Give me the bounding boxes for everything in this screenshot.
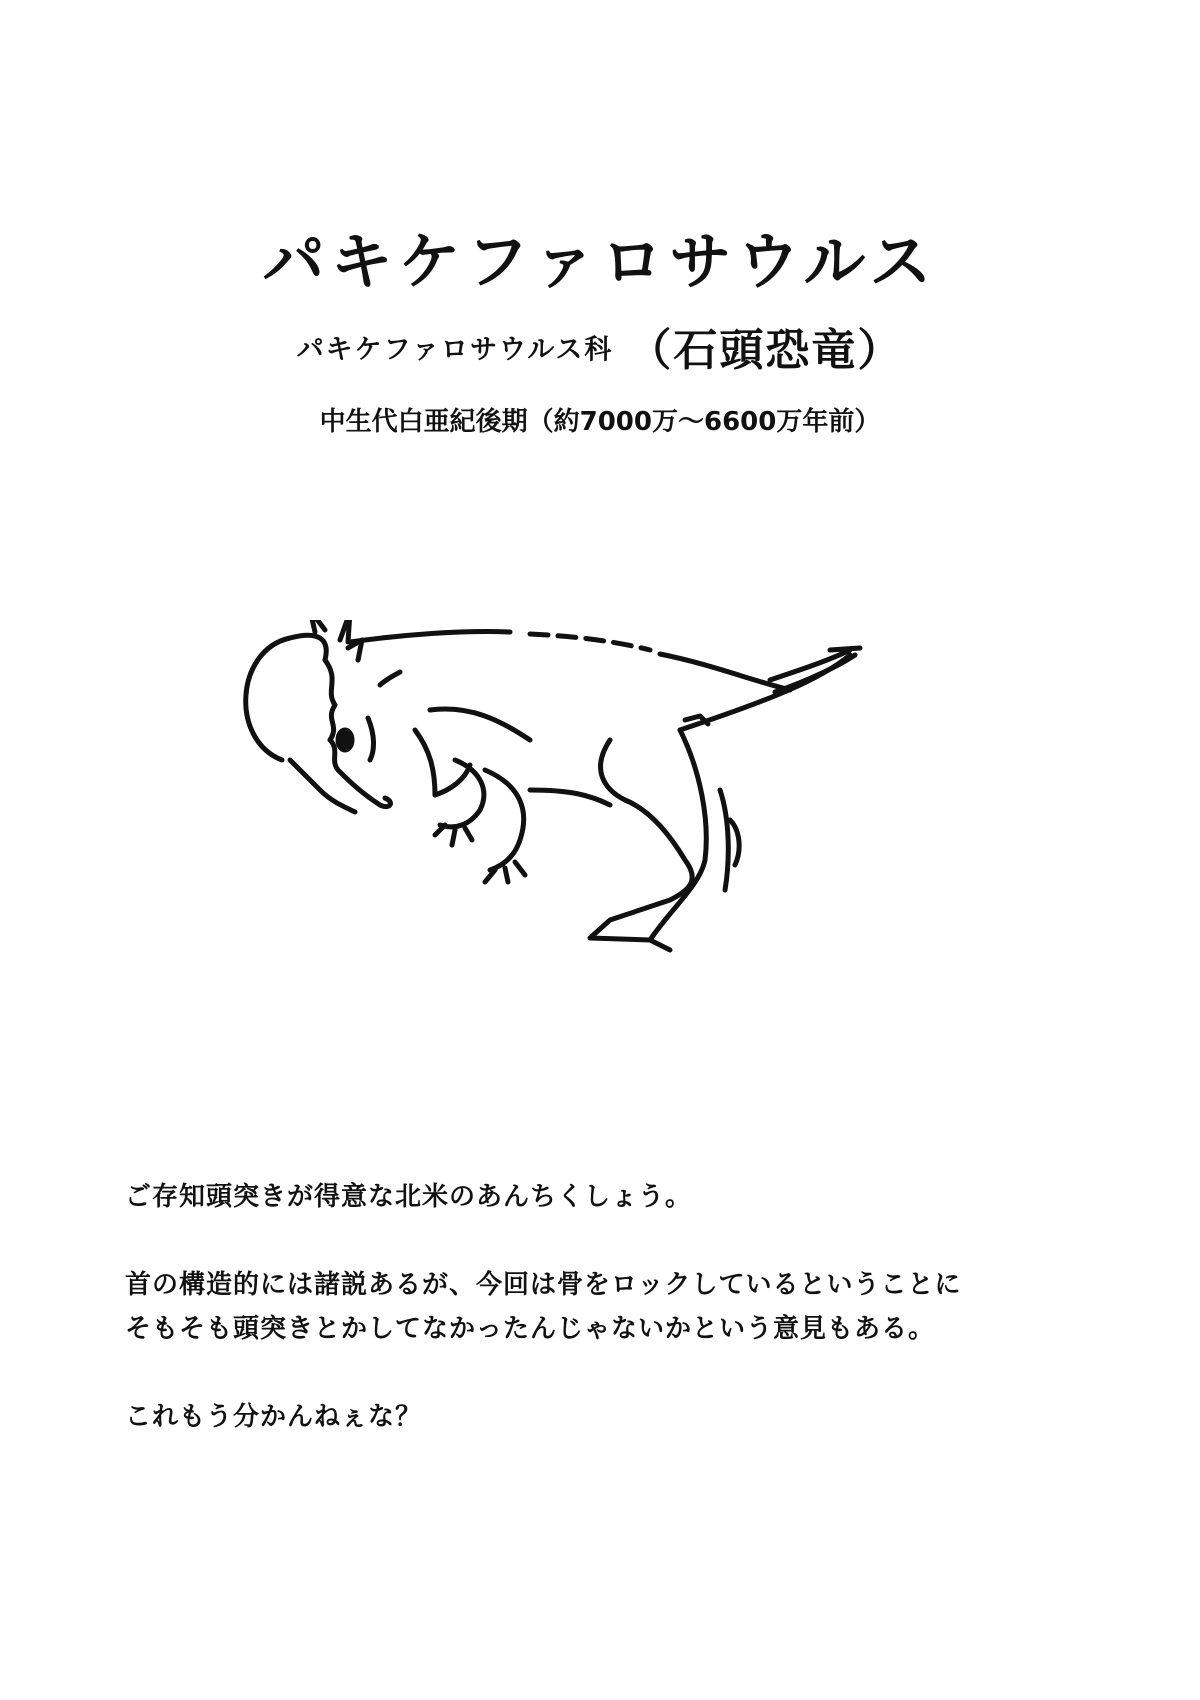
page-title: パキケファロサウルス xyxy=(262,225,938,298)
family-name: パキケファロサウルス科 xyxy=(296,334,614,366)
common-alias: （石頭恐竜） xyxy=(627,324,904,376)
description xyxy=(125,1175,1085,1439)
snout xyxy=(290,760,355,812)
dinosaur-illustration xyxy=(230,620,940,1040)
back-ridge xyxy=(350,632,510,642)
belly xyxy=(530,790,610,805)
dome-skull xyxy=(246,635,327,760)
geologic-period: 中生代白亜紀後期（約7000万〜6600万年前） xyxy=(319,407,881,437)
eye xyxy=(338,730,352,750)
arm xyxy=(435,760,484,845)
neck xyxy=(415,709,530,795)
description-line: これもう分かんねぇな？ xyxy=(125,1402,423,1432)
description-line: そもそも頭突きとかしてなかったんじゃないかという意見もある。 xyxy=(125,1314,936,1344)
hind-leg xyxy=(590,740,692,940)
tail xyxy=(770,648,860,692)
description-line: ご存知頭突きが得意な北米のあんちくしょう。 xyxy=(125,1182,693,1212)
classification-line xyxy=(0,320,1200,381)
description-line: 首の構造的には諸説あるが、今回は骨をロックしているということに xyxy=(125,1270,962,1300)
